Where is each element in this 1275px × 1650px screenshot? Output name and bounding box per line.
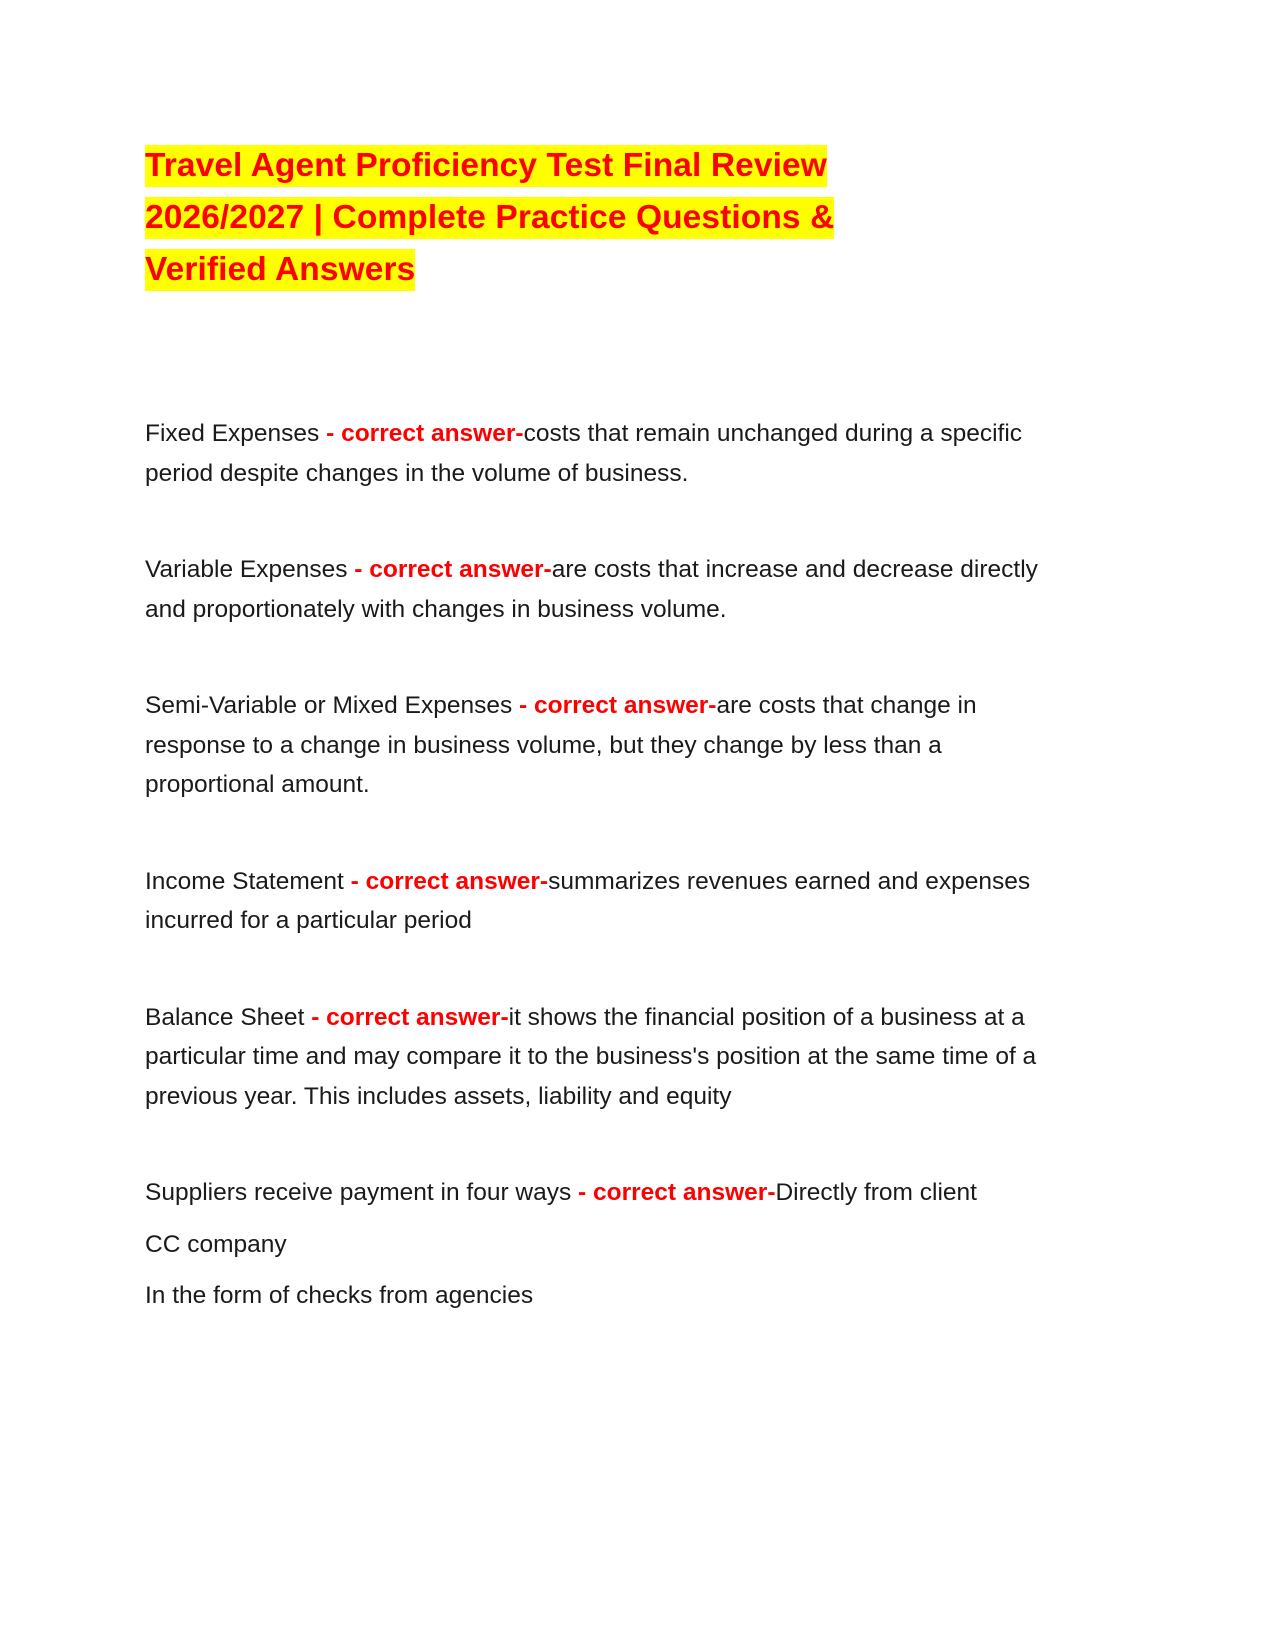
correct-answer-marker: - correct answer- bbox=[326, 420, 524, 447]
qa-term: Suppliers receive payment in four ways bbox=[145, 1179, 579, 1206]
qa-answer-extra-line: CC company bbox=[145, 1230, 287, 1258]
qa-answer: are costs that change in response to a change in business volume, but they change by less than a proportional amount. bbox=[145, 692, 977, 798]
qa-entry bbox=[145, 1173, 1065, 1213]
qa-list bbox=[145, 414, 1070, 1316]
qa-answer: costs that remain unchanged during a specific period despite changes in the volume of business. bbox=[145, 420, 1023, 487]
correct-answer-marker: - correct answer- bbox=[519, 692, 717, 719]
qa-term: Fixed Expenses bbox=[145, 420, 327, 447]
document-content bbox=[145, 140, 1070, 1316]
qa-answer: summarizes revenues earned and expenses incurred for a particular period bbox=[145, 867, 1031, 934]
qa-answer: it shows the financial position of a business at a particular time and may compare it to the business's position at the same time of a previous year. This includes assets, liability and equity bbox=[145, 1003, 1037, 1110]
qa-entry bbox=[145, 414, 1065, 493]
qa-entry bbox=[145, 998, 1065, 1117]
page-title bbox=[145, 140, 955, 296]
qa-term: Income Statement bbox=[145, 867, 351, 895]
qa-entry bbox=[145, 862, 1065, 941]
correct-answer-marker: - correct answer- bbox=[354, 556, 552, 583]
qa-entry bbox=[145, 550, 1065, 629]
qa-term: Variable Expenses bbox=[145, 556, 355, 583]
title-line-2: 2026/2027 | Complete Practice Questions & bbox=[145, 197, 834, 239]
title-line-1: Travel Agent Proficiency Test Final Review bbox=[145, 145, 827, 187]
correct-answer-marker: - correct answer- bbox=[350, 867, 549, 895]
correct-answer-marker: - correct answer- bbox=[578, 1179, 776, 1206]
correct-answer-marker: - correct answer- bbox=[311, 1003, 509, 1031]
qa-term: Balance Sheet bbox=[145, 1003, 312, 1031]
title-line-3: Verified Answers bbox=[145, 249, 415, 291]
qa-answer-extra-line: In the form of checks from agencies bbox=[145, 1282, 534, 1309]
qa-answer: Directly from client bbox=[775, 1179, 977, 1206]
qa-answer: are costs that increase and decrease directly and proportionately with changes in business volume. bbox=[145, 556, 1038, 623]
qa-entry bbox=[145, 686, 1065, 805]
qa-term: Semi-Variable or Mixed Expenses bbox=[145, 692, 520, 719]
